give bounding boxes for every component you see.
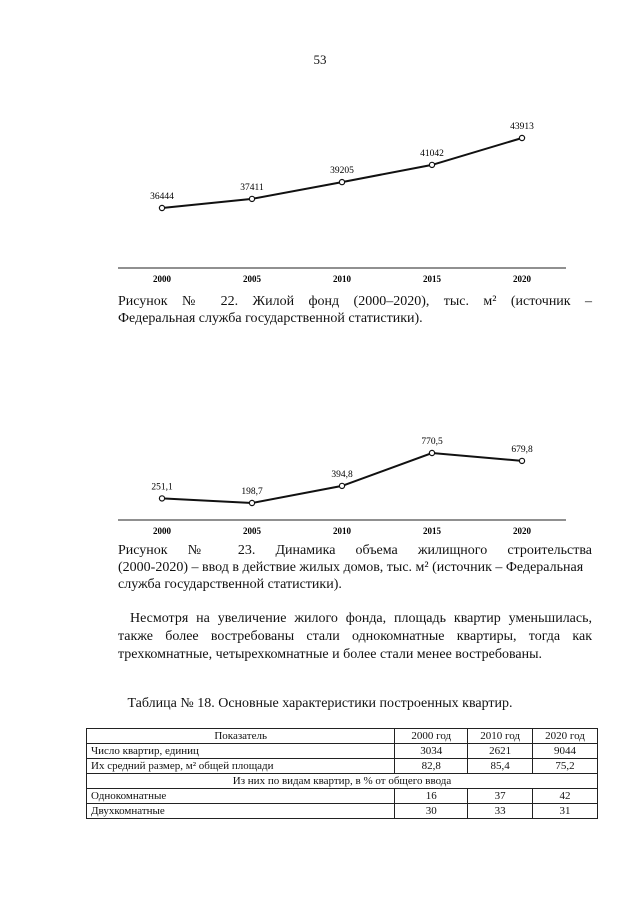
- table-cell: 9044: [533, 744, 598, 759]
- table-subheader-row: [87, 774, 598, 789]
- x-tick-label: 2010: [333, 274, 351, 284]
- figure23-caption: [118, 542, 592, 593]
- table-cell: 42: [533, 789, 598, 804]
- table-caption: Таблица № 18. Основные характеристики построенных квартир.: [127, 696, 513, 711]
- table-cell: 75,2: [533, 759, 598, 774]
- data-point: [429, 450, 434, 455]
- x-tick-label: 2015: [423, 274, 441, 284]
- figure22-caption-line2: Федеральная служба государственной статистики).: [118, 311, 423, 326]
- x-tick-label: 2005: [243, 526, 261, 536]
- table-cell: Однокомнатные: [87, 789, 395, 804]
- data-point: [519, 458, 524, 463]
- data-label: 251,1: [151, 482, 173, 493]
- data-label: 394,8: [331, 469, 353, 480]
- apartments-table: [86, 728, 598, 819]
- x-tick-label: 2000: [153, 526, 171, 536]
- data-point: [249, 500, 254, 505]
- x-tick-label: 2020: [513, 274, 531, 284]
- table-cell: 2621: [468, 744, 533, 759]
- page-number: 53: [313, 52, 327, 67]
- figure22-caption: [118, 293, 592, 327]
- x-tick-label: 2015: [423, 526, 441, 536]
- table-header-cell: 2020 год: [533, 729, 598, 744]
- table-header-cell: 2000 год: [395, 729, 468, 744]
- figure23-caption-line1: Рисунок № 23. Динамика объема жилищного строительства: [118, 543, 592, 558]
- data-label: 37411: [240, 182, 264, 193]
- x-tick-label: 2005: [243, 274, 261, 284]
- data-point: [429, 162, 434, 167]
- table-cell: 16: [395, 789, 468, 804]
- data-point: [519, 135, 524, 140]
- table-cell: Двухкомнатные: [87, 804, 395, 819]
- table-cell: 85,4: [468, 759, 533, 774]
- figure22-caption-line1: Рисунок № 22. Жилой фонд (2000–2020), тыс. м² (источник –: [118, 294, 592, 309]
- x-tick-label: 2000: [153, 274, 171, 284]
- table-header-cell: Показатель: [87, 729, 395, 744]
- data-label: 41042: [420, 148, 444, 159]
- table-cell: Число квартир, единиц: [87, 744, 395, 759]
- x-tick-label: 2020: [513, 526, 531, 536]
- housing-stock-chart: [0, 110, 640, 290]
- data-label: 39205: [330, 166, 354, 177]
- data-label: 198,7: [241, 487, 263, 497]
- table-cell: 31: [533, 804, 598, 819]
- table-row: [87, 804, 598, 819]
- figure23-caption-line3: служба государственной статистики).: [118, 577, 342, 592]
- x-tick-label: 2010: [333, 526, 351, 536]
- table-header-cell: 2010 год: [468, 729, 533, 744]
- data-point: [339, 180, 344, 185]
- data-label: 679,8: [511, 444, 533, 455]
- table-cell: 3034: [395, 744, 468, 759]
- table-header-row: [87, 729, 598, 744]
- table-cell: 37: [468, 789, 533, 804]
- table-cell: 30: [395, 804, 468, 819]
- data-label: 36444: [150, 192, 174, 202]
- table-cell: 33: [468, 804, 533, 819]
- data-label: 43913: [510, 122, 534, 132]
- data-point: [339, 483, 344, 488]
- table-row: [87, 759, 598, 774]
- data-point: [249, 196, 254, 201]
- table-cell: 82,8: [395, 759, 468, 774]
- table-row: [87, 744, 598, 759]
- table-subheader: Из них по видам квартир, в % от общего ввода: [87, 774, 598, 789]
- table-cell: Их средний размер, м² общей площади: [87, 759, 395, 774]
- table-row: [87, 789, 598, 804]
- body-paragraph: Несмотря на увеличение жилого фонда, площадь квартир уменьшилась, также более востребованы стали однокомнатные квартиры, тогда как трехкомнатные, четырехкомнатные и более стали менее востребованы.: [118, 611, 592, 662]
- data-label: 770,5: [421, 437, 443, 447]
- data-point: [159, 205, 164, 210]
- figure23-caption-line2: (2000-2020) – ввод в действие жилых домов, тыс. м² (источник – Федеральная: [118, 560, 584, 575]
- data-point: [159, 496, 164, 501]
